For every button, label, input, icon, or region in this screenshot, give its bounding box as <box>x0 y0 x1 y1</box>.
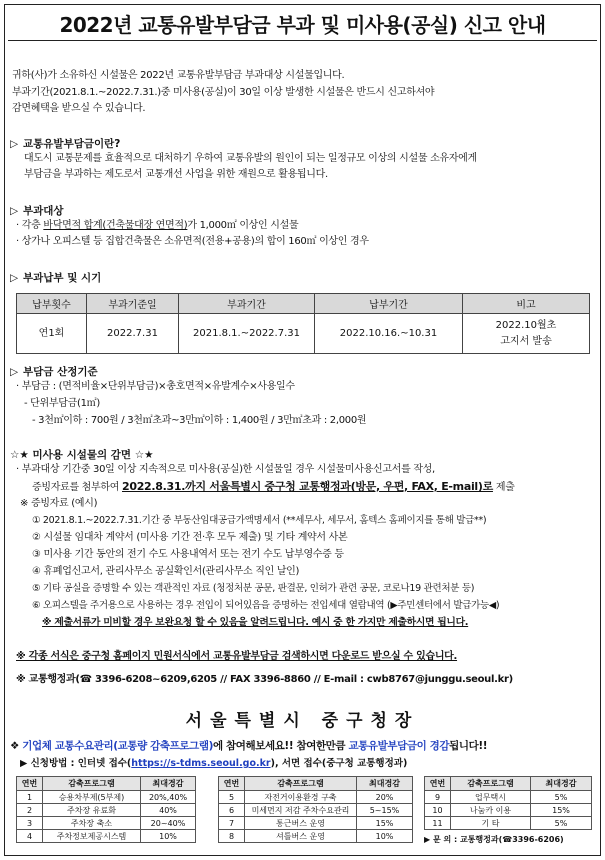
target-line-1: · 각층 바닥면적 합계(건축물대장 연면적)가 1,000㎡ 이상인 시설물 <box>16 220 299 231</box>
table-cell: 5 <box>219 791 245 804</box>
table-cell: 연1회 <box>17 314 87 354</box>
section-heading-target: ▷ 부과대상 <box>10 205 64 217</box>
table-cell: 미세먼지 저감 주차수요관리 <box>245 804 357 817</box>
table-cell: 5~15% <box>357 804 413 817</box>
doc-item: ① 2021.8.1.~2022.7.31.기간 중 부동산임대공급가액명세서 (**세무사, 세무서, 홈텍스 홈페이지를 통해 발급**) <box>32 515 487 526</box>
table-header-cell: 감축프로그램 <box>451 777 531 791</box>
table-cell: 나눔카 이용 <box>451 804 531 817</box>
title-divider <box>8 40 597 41</box>
program-banner: ❖ 기업체 교통수요관리(교통량 감축프로그램)에 참여해보세요!! 참여한만큼 교통유발부담금이 경감됩니다!! <box>10 740 488 752</box>
table-row <box>219 817 413 830</box>
table-cell: 20~40% <box>141 817 196 830</box>
table-cell: 2 <box>17 804 43 817</box>
payment-table <box>16 293 590 354</box>
table-header-cell: 최대경감 <box>141 777 196 791</box>
table-cell: 6 <box>219 804 245 817</box>
triangle-icon: ▷ <box>10 272 19 284</box>
table-cell: 4 <box>17 830 43 843</box>
table-header-cell: 비고 <box>463 294 590 314</box>
reduction-line-2: 증빙자료를 첨부하여 2022.8.31.까지 서울특별시 중구청 교통행정과(방문, 우편, FAX, E-mail)로 제출 <box>32 480 515 493</box>
table-header-cell: 감축프로그램 <box>43 777 141 791</box>
table-cell: 통근버스 운영 <box>245 817 357 830</box>
table-cell: 자전거이용환경 구축 <box>245 791 357 804</box>
section-heading-what: ▷ 교통유발부담금이란? <box>10 138 121 150</box>
table-cell: 15% <box>531 804 592 817</box>
reduction-line-1: · 부과대상 기간중 30일 이상 지속적으로 미사용(공실)한 시설물일 경우 시설물미사용신고서를 작성, <box>16 464 435 475</box>
download-notice: ※ 각종 서식은 중구청 홈페이지 민원서식에서 교통유발부담금 검색하시면 다운로드 받으실 수 있습니다. <box>16 651 458 662</box>
table-cell: 2022.7.31 <box>87 314 179 354</box>
table-header-cell: 감축프로그램 <box>245 777 357 791</box>
inquiry-line: ▶ 문 의 : 교통행정과(☎3396-6206) <box>424 835 564 844</box>
section-heading-reduction: ☆★ 미사용 시설물의 감면 ☆★ <box>10 449 154 461</box>
table-header-cell: 납부횟수 <box>17 294 87 314</box>
table-header-cell: 연번 <box>17 777 43 791</box>
table-cell: 셔틀버스 운영 <box>245 830 357 843</box>
remark-line-2: 고지서 발송 <box>500 335 552 347</box>
table-cell: 20%,40% <box>141 791 196 804</box>
intro-line-2: 부과기간(2021.8.1.~2022.7.31.)중 미사용(공실)이 30일 이상 발생한 시설물은 반드시 신고하셔야 <box>12 87 435 98</box>
table-header-cell: 연번 <box>219 777 245 791</box>
table-cell: 8 <box>219 830 245 843</box>
program-table-3 <box>424 776 592 830</box>
target-line-2: · 상가나 오피스텔 등 집합건축물은 소유면적(전용+공용)의 합이 160㎡ 이상인 경우 <box>16 236 369 247</box>
triangle-icon: ▷ <box>10 366 19 378</box>
table-cell: 주차장 유료화 <box>43 804 141 817</box>
doc-item: ③ 미사용 기간 동안의 전기 수도 사용내역서 또는 전기 수도 납부영수증 등 <box>32 549 344 560</box>
table-cell: 11 <box>425 817 451 830</box>
table-header-cell: 납부기간 <box>315 294 463 314</box>
intro-line-1: 귀하(사)가 소유하신 시설물은 2022년 교통유발부담금 부과대상 시설물입니다. <box>12 70 345 81</box>
table-cell: 5% <box>531 791 592 804</box>
page-title: 2022년 교통유발부담금 부과 및 미사용(공실) 신고 안내 <box>59 13 546 37</box>
table-row <box>17 804 196 817</box>
table-row <box>219 830 413 843</box>
office-name: 서울특별시 중구청장 <box>185 711 420 731</box>
table-header-row <box>17 777 196 791</box>
table-cell: 2022.10.16.~10.31 <box>315 314 463 354</box>
triangle-icon: ▷ <box>10 138 19 150</box>
triangle-icon: ▷ <box>10 205 19 217</box>
docs-title: ※ 증빙자료 (예시) <box>20 498 98 509</box>
table-row <box>425 791 592 804</box>
apply-method: ▶ 신청방법 : 인터넷 접수(https://s-tdms.seoul.go.kr), 서면 접수(중구청 교통행정과) <box>20 758 408 769</box>
table-header-row <box>425 777 592 791</box>
table-cell: 승용차부제(5부제) <box>43 791 141 804</box>
contact-line: ※ 교통행정과(☎ 3396-6208~6209,6205 // FAX 3396-8860 // E-mail : cwb8767@junggu.seoul.kr) <box>16 674 513 685</box>
table-row <box>17 817 196 830</box>
section-heading-calc: ▷ 부담금 산정기준 <box>10 366 98 378</box>
table-cell: 40% <box>141 804 196 817</box>
table-header-cell: 부과기간 <box>179 294 315 314</box>
table-cell: 주차정보제공시스템 <box>43 830 141 843</box>
table-cell: 20% <box>357 791 413 804</box>
section-heading-payment: ▷ 부과납부 및 시기 <box>10 272 102 284</box>
intro-line-3: 감면혜택을 받으실 수 있습니다. <box>12 103 146 114</box>
table-cell: 10% <box>357 830 413 843</box>
table-row <box>425 817 592 830</box>
table-row <box>17 314 590 354</box>
table-cell: 2021.8.1.~2022.7.31 <box>179 314 315 354</box>
table-cell: 5% <box>531 817 592 830</box>
table-cell: 1 <box>17 791 43 804</box>
notice-line: ※ 제출서류가 미비할 경우 보완요청 할 수 있음을 알려드립니다. 예시 중 한 가지만 제출하시면 됩니다. <box>42 617 469 628</box>
calc-line-1: · 부담금 : (면적비율×단위부담금)×총호면적×유발계수×사용일수 <box>16 381 295 392</box>
table-cell: 기 타 <box>451 817 531 830</box>
table-cell: 3 <box>17 817 43 830</box>
table-cell: 10% <box>141 830 196 843</box>
calc-line-3: - 3천㎡이하 : 700원 / 3천㎡초과~3만㎡이하 : 1,400원 / 3만㎡초과 : 2,000원 <box>32 415 367 426</box>
doc-item: ④ 휴폐업신고서, 관리사무소 공실확인서(관리사무소 직인 날인) <box>32 566 300 577</box>
remark-line-1: 2022.10월초 <box>495 319 557 331</box>
doc-item: ⑥ 오피스텔을 주거용으로 사용하는 경우 전입이 되어있음을 증명하는 전입세대 열람내역 (▶주민센터에서 발급가능◀) <box>32 600 500 611</box>
doc-item: ⑤ 기타 공실을 증명할 수 있는 객관적인 자료 (청정처분 공문, 판결문, 인허가 관련 공문, 코로나19 관련처분 등) <box>32 583 475 594</box>
program-table-1 <box>16 776 196 843</box>
table-header-cell: 최대경감 <box>531 777 592 791</box>
table-header-cell: 연번 <box>425 777 451 791</box>
doc-item: ② 시설물 임대차 계약서 (미사용 기간 전·후 모두 제출) 및 기타 계약서 사본 <box>32 532 348 543</box>
what-line-2: 부담금을 부과하는 제도로서 교통개선 사업을 위한 재원으로 활용됩니다. <box>24 169 328 180</box>
table-cell: 15% <box>357 817 413 830</box>
table-cell: 업무택시 <box>451 791 531 804</box>
calc-line-2: - 단위부담금(1㎡) <box>24 398 100 409</box>
table-row <box>17 791 196 804</box>
table-row <box>425 804 592 817</box>
table-cell: 10 <box>425 804 451 817</box>
apply-url-link[interactable]: https://s-tdms.seoul.go.kr <box>131 758 271 769</box>
table-cell: 주차장 축소 <box>43 817 141 830</box>
table-cell: 9 <box>425 791 451 804</box>
table-header-row <box>219 777 413 791</box>
table-row <box>219 791 413 804</box>
table-row <box>219 804 413 817</box>
table-header-row <box>17 294 590 314</box>
table-cell: 7 <box>219 817 245 830</box>
table-header-cell: 최대경감 <box>357 777 413 791</box>
table-header-cell: 부과기준일 <box>87 294 179 314</box>
table-row <box>17 830 196 843</box>
what-line-1: 대도시 교통문제를 효율적으로 대처하기 우하여 교통유발의 원인이 되는 일정규모 이상의 시설물 소유자에게 <box>24 153 477 164</box>
program-table-2 <box>218 776 413 843</box>
table-cell-remark <box>463 314 590 354</box>
